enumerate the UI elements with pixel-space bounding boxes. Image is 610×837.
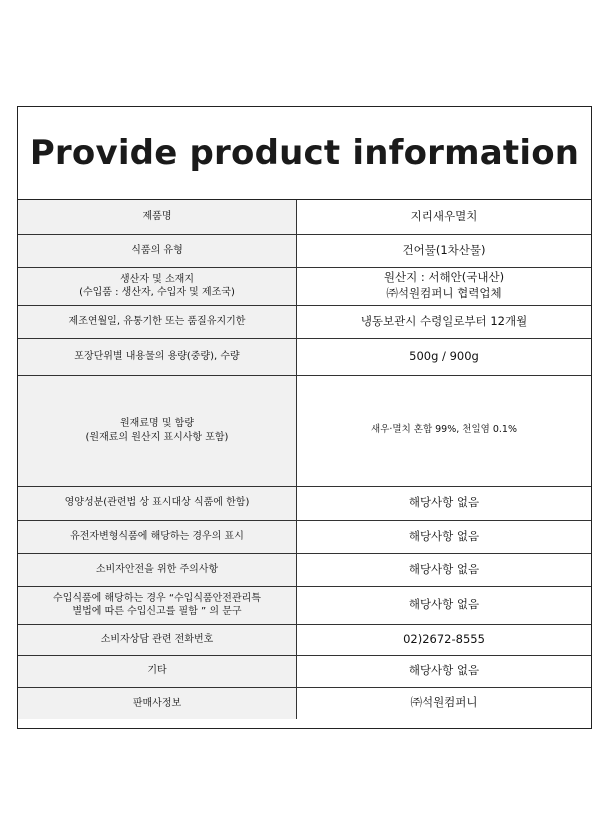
row-label-line: 판매사정보 [132,697,182,709]
row-value-line: 새우·멸치 혼합 99%, 천일염 0.1% [371,424,517,436]
row-label-line: 소비자안전을 위한 주의사항 [95,563,219,575]
row-label-line: (원재료의 원산지 표시사항 포함) [85,431,229,443]
row-label-line: 소비자상담 관련 전화번호 [100,633,214,645]
table-row [18,234,591,267]
row-value-line: 02)2672-8555 [403,631,485,646]
table-row [18,586,591,624]
table-row [18,305,591,338]
table-row [18,624,591,655]
row-value [297,375,592,486]
row-value [297,687,592,719]
table-row [18,338,591,375]
row-label [18,305,297,338]
table-row [18,520,591,553]
row-value-line: 해당사항 없음 [408,597,480,612]
row-value-line: 원산지 : 서해안(국내산) [383,270,505,285]
row-value-line: ㈜석원컴퍼니 협력업체 [386,286,502,300]
row-value [297,486,592,520]
row-label [18,687,297,719]
table-row [18,267,591,305]
title-box [18,107,591,200]
row-label [18,200,297,234]
row-value [297,338,592,375]
row-value [297,624,592,655]
row-label-line: 포장단위별 내용물의 용량(중량), 수량 [74,350,240,362]
row-value-line: ㈜석원컴퍼니 [410,695,478,710]
row-label [18,586,297,624]
row-value-line: 해당사항 없음 [408,528,480,543]
row-label [18,375,297,486]
product-info-sheet [17,106,592,729]
row-label-line: (수입품 : 생산자, 수입자 및 제조국) [79,287,235,298]
row-value-line: 해당사항 없음 [408,663,480,678]
table-row [18,200,591,234]
row-label-line: 제품명 [142,211,172,222]
row-label [18,267,297,305]
row-label [18,234,297,267]
table-row [18,655,591,687]
row-label-line: 영양성분(관련법 상 표시대상 식품에 한함) [64,497,250,509]
row-value [297,553,592,586]
row-value [297,267,592,305]
row-value-line: 지리새우멸치 [410,208,478,223]
row-label [18,486,297,520]
table-row [18,486,591,520]
row-label [18,624,297,655]
row-value-line: 해당사항 없음 [408,561,480,576]
row-label-line: 제조연월일, 유통기한 또는 품질유지기한 [68,315,246,327]
row-value [297,305,592,338]
row-value-line: 건어물(1차산물) [402,242,486,257]
page-title: Provide product information [29,133,580,173]
row-value [297,520,592,553]
table-row [18,375,591,486]
row-label [18,553,297,586]
row-value [297,200,592,234]
row-value-line: 500g / 900g [409,348,479,363]
product-info-table [18,200,591,719]
row-label [18,520,297,553]
row-label-line: 수입식품에 해당하는 경우 “수입식품안전관리특 [53,592,261,604]
row-label-line: 별법에 따른 수입신고를 필함 ” 의 문구 [72,606,242,617]
row-label-line: 식품의 유형 [131,244,183,256]
table-row [18,553,591,586]
row-label-line: 생산자 및 소재지 [120,273,194,285]
row-value [297,655,592,687]
row-label-line: 기타 [147,665,167,677]
row-value [297,586,592,624]
row-value-line: 해당사항 없음 [408,495,480,510]
row-value [297,234,592,267]
row-label [18,338,297,375]
row-label-line: 유전자변형식품에 해당하는 경우의 표시 [70,530,244,542]
row-label-line: 원재료명 및 함량 [120,418,194,429]
row-value-line: 냉동보관시 수령일로부터 12개월 [360,313,528,328]
table-row [18,687,591,719]
row-label [18,655,297,687]
